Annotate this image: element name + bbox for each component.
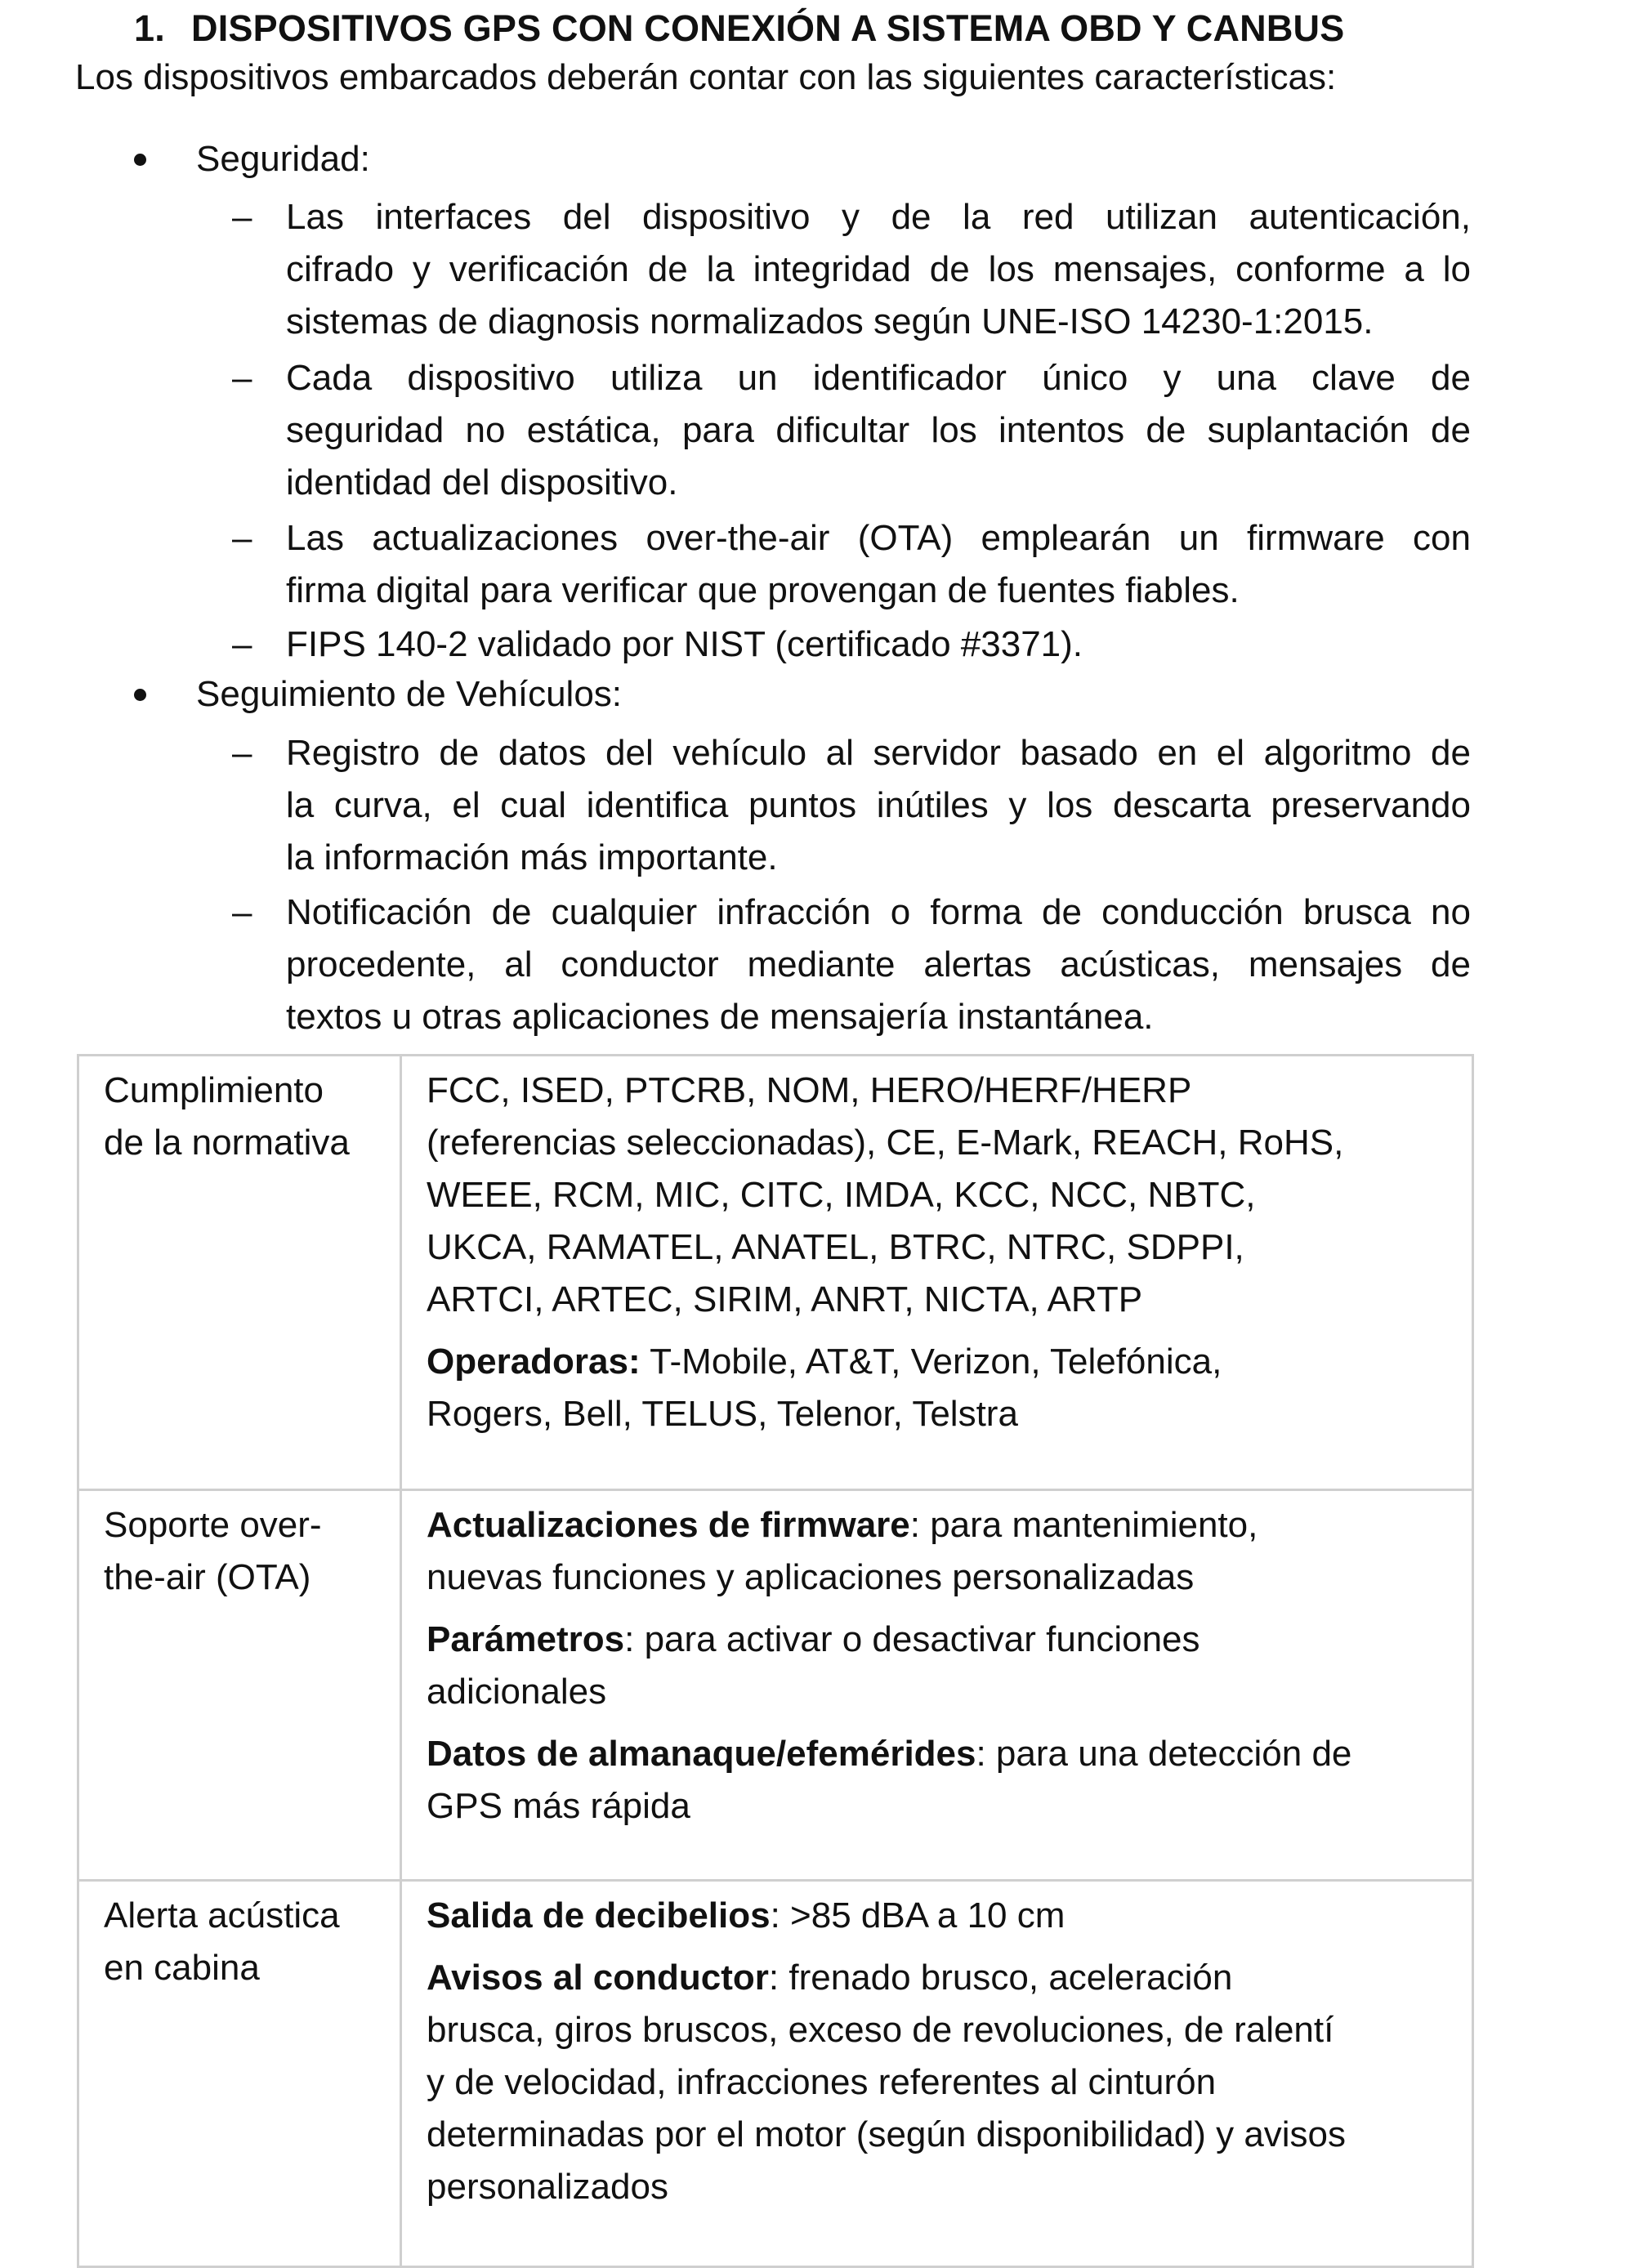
almanaque-line2: GPS más rápida bbox=[427, 1786, 690, 1826]
list-item-line: FIPS 140-2 validado por NIST (certificado #3371). bbox=[286, 624, 1083, 664]
list-item-line: la curva, el cual identifica puntos inútiles y los descarta preservando bbox=[286, 785, 1471, 825]
dash-icon: – bbox=[232, 518, 252, 558]
list-item-line: Las interfaces del dispositivo y de la red utilizan autenticación, bbox=[286, 197, 1471, 237]
operadoras-value-line2: Rogers, Bell, TELUS, Telenor, Telstra bbox=[427, 1394, 1018, 1434]
list-item-line: identidad del dispositivo. bbox=[286, 462, 678, 502]
table-row bbox=[79, 1882, 1472, 2266]
section-title: DISPOSITIVOS GPS CON CONEXIÓN A SISTEMA OBD Y CANBUS bbox=[191, 7, 1345, 49]
avisos-line bbox=[427, 1952, 1472, 2004]
row-label-cell bbox=[79, 1882, 402, 2266]
firmware-value: : para mantenimiento, bbox=[909, 1505, 1258, 1545]
dash-icon: – bbox=[232, 358, 252, 398]
row-label-line: Alerta acústica bbox=[104, 1895, 340, 1935]
decibelios-label: Salida de decibelios bbox=[427, 1895, 771, 1935]
avisos-label: Avisos al conductor bbox=[427, 1958, 769, 1998]
row-value-cell bbox=[402, 1491, 1472, 1842]
list-item-line: firma digital para verificar que provengan de fuentes fiables. bbox=[286, 570, 1240, 610]
list-item-line: Las actualizaciones over-the-air (OTA) emplearán un firmware con bbox=[286, 518, 1471, 558]
row-label-line: de la normativa bbox=[104, 1123, 350, 1163]
row-label-line: the-air (OTA) bbox=[104, 1557, 311, 1597]
value-line: WEEE, RCM, MIC, CITC, IMDA, KCC, NCC, NBTC, bbox=[427, 1175, 1256, 1215]
dash-icon: – bbox=[232, 197, 252, 237]
list-item-line: Registro de datos del vehículo al servidor basado en el algoritmo de bbox=[286, 733, 1471, 773]
row-label-line: en cabina bbox=[104, 1948, 260, 1988]
avisos-line-cont: personalizados bbox=[427, 2167, 668, 2207]
row-label-line: Soporte over- bbox=[104, 1505, 322, 1545]
value-line: ARTCI, ARTEC, SIRIM, ANRT, NICTA, ARTP bbox=[427, 1279, 1143, 1319]
bullet-icon bbox=[134, 154, 146, 166]
avisos-line-cont: y de velocidad, infracciones referentes al cinturón bbox=[427, 2062, 1217, 2102]
row-value-cell bbox=[402, 1056, 1472, 1450]
firmware-line bbox=[427, 1499, 1472, 1551]
decibelios-value: : >85 dBA a 10 cm bbox=[770, 1895, 1065, 1935]
list-item-line: cifrado y verificación de la integridad de los mensajes, conforme a lo bbox=[286, 249, 1471, 289]
bullet-icon bbox=[134, 689, 146, 701]
dash-icon: – bbox=[232, 733, 252, 773]
value-line: FCC, ISED, PTCRB, NOM, HERO/HERF/HERP bbox=[427, 1070, 1192, 1110]
almanaque-line bbox=[427, 1728, 1472, 1780]
operadoras-value: T-Mobile, AT&T, Verizon, Telefónica, bbox=[640, 1342, 1222, 1382]
dash-icon: – bbox=[232, 624, 252, 664]
value-line: UKCA, RAMATEL, ANATEL, BTRC, NTRC, SDPPI, bbox=[427, 1227, 1244, 1267]
parametros-value: : para activar o desactivar funciones bbox=[624, 1619, 1200, 1659]
list-item-line: textos u otras aplicaciones de mensajería instantánea. bbox=[286, 997, 1154, 1037]
row-label-cell bbox=[79, 1491, 402, 1879]
list-item-line: la información más importante. bbox=[286, 837, 778, 877]
intro-paragraph: Los dispositivos embarcados deberán contar con las siguientes características: bbox=[75, 57, 1337, 97]
row-value-cell bbox=[402, 1882, 1472, 2223]
firmware-label: Actualizaciones de firmware bbox=[427, 1505, 910, 1545]
row-label-cell bbox=[79, 1056, 402, 1489]
list-item-line: procedente, al conductor mediante alertas acústicas, mensajes de bbox=[286, 944, 1471, 984]
avisos-line-cont: determinadas por el motor (según disponibilidad) y avisos bbox=[427, 2114, 1347, 2154]
bullet-title: Seguimiento de Vehículos: bbox=[196, 674, 623, 714]
firmware-line2: nuevas funciones y aplicaciones personalizadas bbox=[427, 1557, 1195, 1597]
almanaque-value: : para una detección de bbox=[976, 1734, 1352, 1774]
operadoras-label: Operadoras: bbox=[427, 1342, 641, 1382]
table-row bbox=[79, 1491, 1472, 1882]
avisos-line-cont: brusca, giros bruscos, exceso de revoluciones, de ralentí bbox=[427, 2010, 1334, 2050]
section-heading bbox=[134, 5, 1344, 52]
section-number: 1. bbox=[134, 7, 165, 49]
list-item-line: Cada dispositivo utiliza un identificador único y una clave de bbox=[286, 358, 1471, 398]
bullet-title: Seguridad: bbox=[196, 139, 370, 179]
dash-icon: – bbox=[232, 892, 252, 932]
value-line: (referencias seleccionadas), CE, E-Mark, REACH, RoHS, bbox=[427, 1123, 1344, 1163]
list-item-line: Notificación de cualquier infracción o forma de conducción brusca no bbox=[286, 892, 1471, 932]
parametros-label: Parámetros bbox=[427, 1619, 625, 1659]
avisos-value: : frenado brusco, aceleración bbox=[768, 1958, 1233, 1998]
specs-table bbox=[77, 1054, 1474, 2268]
operadoras-line bbox=[427, 1336, 1472, 1388]
decibelios-line bbox=[427, 1890, 1472, 1942]
table-row bbox=[79, 1056, 1472, 1491]
parametros-line bbox=[427, 1614, 1472, 1666]
list-item-line: sistemas de diagnosis normalizados según UNE-ISO 14230-1:2015. bbox=[286, 301, 1374, 342]
list-item-line: seguridad no estática, para dificultar los intentos de suplantación de bbox=[286, 410, 1471, 450]
almanaque-label: Datos de almanaque/efemérides bbox=[427, 1734, 976, 1774]
parametros-line2: adicionales bbox=[427, 1672, 607, 1712]
row-label-line: Cumplimiento bbox=[104, 1070, 324, 1110]
